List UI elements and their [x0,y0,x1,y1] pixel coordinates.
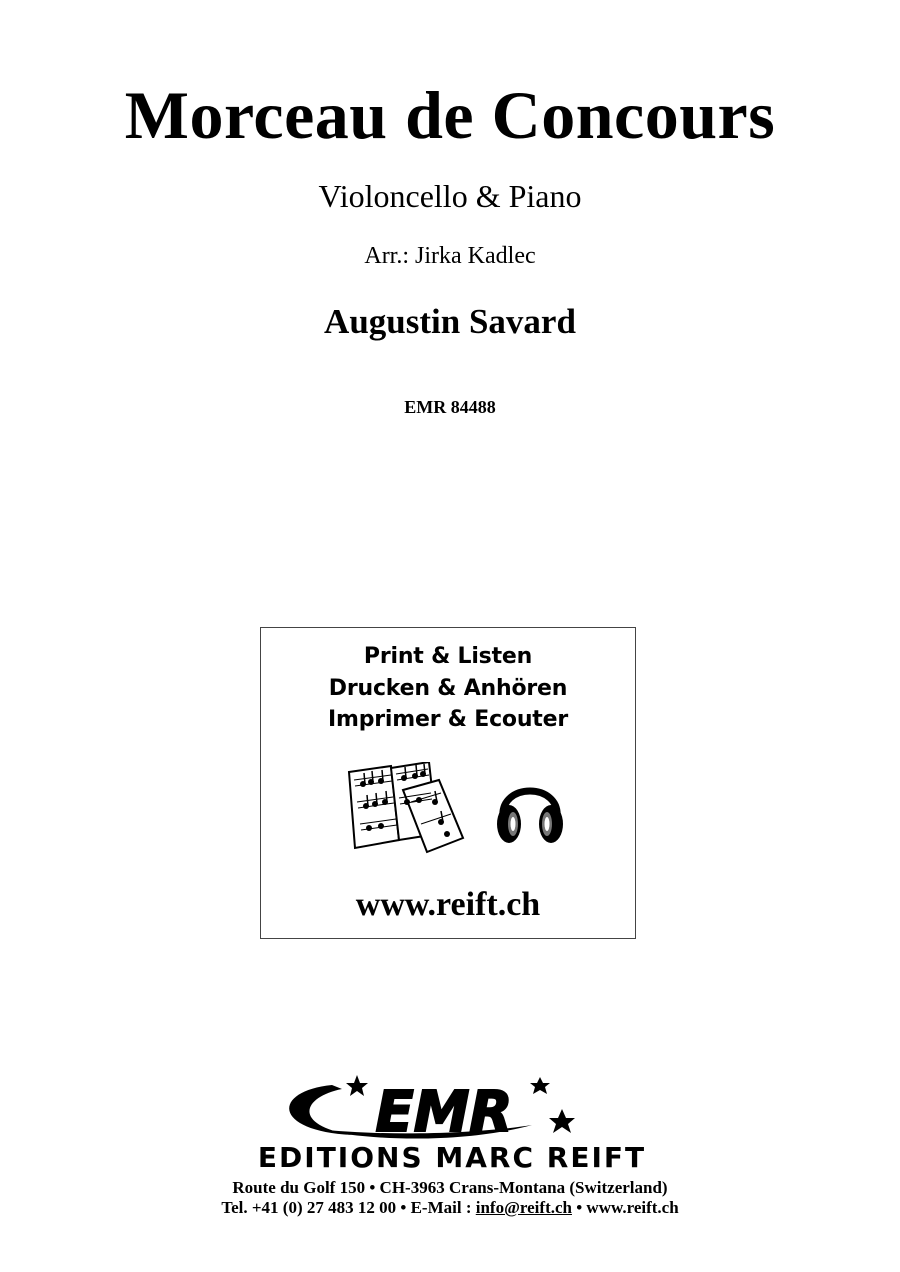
page-title: Morceau de Concours [124,77,776,153]
print-listen-box [260,627,636,939]
composer-name: Augustin Savard [324,302,576,341]
arranger-credit: Arr.: Jirka Kadlec [364,243,536,269]
promo-line-german: Drucken & Anhören [328,676,568,701]
emr-logo [232,1073,672,1173]
promo-line-french: Imprimer & Ecouter [328,707,568,732]
publisher-address: Route du Golf 150 • CH-3963 Crans-Montana (Switzerland) [232,1178,668,1197]
logo-emr-letters: EMR [375,1080,513,1145]
publisher-contact [0,1198,900,1218]
contact-phone: Tel. +41 (0) 27 483 12 00 • E-Mail : [221,1198,476,1217]
promo-website[interactable]: www.reift.ch [355,886,541,923]
instrumentation: Violoncello & Piano [318,178,582,214]
catalog-number: EMR 84488 [404,397,496,417]
headphones-icon [495,772,565,846]
sheet-music-icon [341,762,469,854]
contact-website[interactable]: • www.reift.ch [571,1198,679,1217]
promo-line-english: Print & Listen [363,644,533,669]
email-link[interactable]: info@reift.ch [475,1198,572,1217]
publisher-name: EDITIONS MARC REIFT [257,1141,647,1173]
